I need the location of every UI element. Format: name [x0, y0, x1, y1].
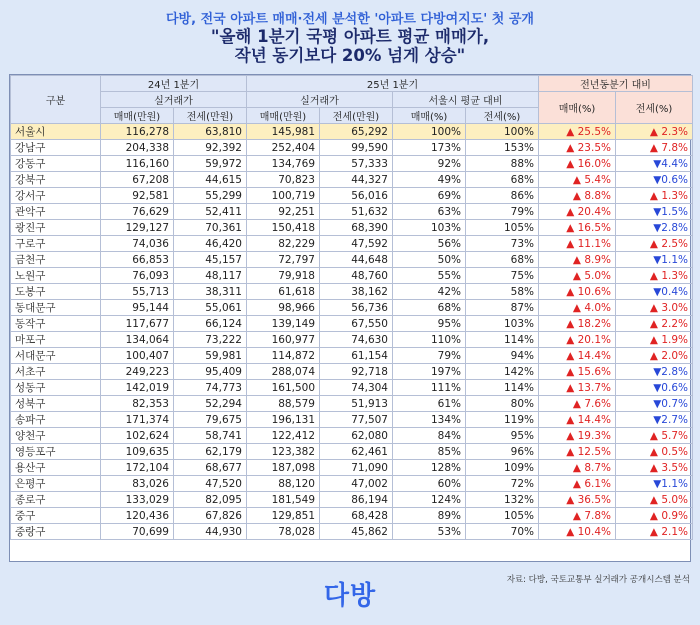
cell-yj: ▲ 3.5% — [616, 460, 693, 476]
table-row — [11, 284, 693, 300]
cell-j24: 55,061 — [174, 300, 247, 316]
cell-ss: 95% — [393, 316, 466, 332]
district-name: 성동구 — [11, 380, 101, 396]
header-q24-sale: 매매(만원) — [101, 108, 174, 124]
cell-yj: ▲ 0.9% — [616, 508, 693, 524]
cell-j24: 63,810 — [174, 124, 247, 140]
cell-ys: ▲ 6.1% — [539, 476, 616, 492]
table-row — [11, 364, 693, 380]
cell-s24: 100,407 — [101, 348, 174, 364]
cell-j24: 62,179 — [174, 444, 247, 460]
cell-s24: 70,699 — [101, 524, 174, 540]
cell-ys: ▲ 14.4% — [539, 348, 616, 364]
cell-s24: 92,581 — [101, 188, 174, 204]
cell-j24: 44,930 — [174, 524, 247, 540]
cell-s25: 288,074 — [247, 364, 320, 380]
district-name: 금천구 — [11, 252, 101, 268]
cell-ys: ▲ 8.9% — [539, 252, 616, 268]
cell-ys: ▲ 13.7% — [539, 380, 616, 396]
district-name: 구로구 — [11, 236, 101, 252]
district-name: 강서구 — [11, 188, 101, 204]
cell-ys: ▲ 15.6% — [539, 364, 616, 380]
cell-ys: ▲ 20.1% — [539, 332, 616, 348]
header-yoy: 전년동분기 대비 — [539, 76, 693, 92]
cell-s25: 88,579 — [247, 396, 320, 412]
cell-s25: 98,966 — [247, 300, 320, 316]
cell-s25: 160,977 — [247, 332, 320, 348]
cell-yj: ▼0.6% — [616, 380, 693, 396]
cell-ss: 60% — [393, 476, 466, 492]
district-name: 용산구 — [11, 460, 101, 476]
district-name: 영등포구 — [11, 444, 101, 460]
cell-s25: 114,872 — [247, 348, 320, 364]
cell-s25: 122,412 — [247, 428, 320, 444]
cell-ss: 124% — [393, 492, 466, 508]
cell-sj: 94% — [466, 348, 539, 364]
cell-sj: 105% — [466, 508, 539, 524]
cell-j24: 67,826 — [174, 508, 247, 524]
cell-yj: ▼0.6% — [616, 172, 693, 188]
cell-ys: ▲ 7.8% — [539, 508, 616, 524]
cell-ss: 42% — [393, 284, 466, 300]
cell-sj: 75% — [466, 268, 539, 284]
source-note: 자료: 다방, 국토교통부 실거래가 공개시스템 분석 — [506, 575, 690, 585]
cell-yj: ▲ 2.3% — [616, 124, 693, 140]
district-name: 관악구 — [11, 204, 101, 220]
cell-ss: 69% — [393, 188, 466, 204]
cell-ss: 110% — [393, 332, 466, 348]
header-q24-jeonse: 전세(만원) — [174, 108, 247, 124]
cell-ss: 61% — [393, 396, 466, 412]
cell-j24: 38,311 — [174, 284, 247, 300]
district-name: 도봉구 — [11, 284, 101, 300]
cell-ss: 50% — [393, 252, 466, 268]
cell-ss: 128% — [393, 460, 466, 476]
cell-yj: ▲ 5.0% — [616, 492, 693, 508]
cell-j25: 62,080 — [320, 428, 393, 444]
cell-ss: 55% — [393, 268, 466, 284]
cell-j25: 74,304 — [320, 380, 393, 396]
header-q25: 25년 1분기 — [247, 76, 539, 92]
cell-yj: ▲ 1.9% — [616, 332, 693, 348]
cell-s25: 61,618 — [247, 284, 320, 300]
table-row — [11, 380, 693, 396]
cell-s24: 249,223 — [101, 364, 174, 380]
cell-ss: 49% — [393, 172, 466, 188]
table-row — [11, 316, 693, 332]
cell-ss: 100% — [393, 124, 466, 140]
cell-s24: 171,374 — [101, 412, 174, 428]
cell-ss: 111% — [393, 380, 466, 396]
cell-ss: 79% — [393, 348, 466, 364]
cell-ss: 53% — [393, 524, 466, 540]
cell-ys: ▲ 36.5% — [539, 492, 616, 508]
header-yoy-jeonse: 전세(%) — [616, 92, 693, 124]
header-group: 구분 — [11, 76, 101, 124]
district-name: 동대문구 — [11, 300, 101, 316]
cell-s24: 102,624 — [101, 428, 174, 444]
cell-s24: 116,160 — [101, 156, 174, 172]
cell-ys: ▲ 19.3% — [539, 428, 616, 444]
cell-yj: ▲ 1.3% — [616, 268, 693, 284]
cell-s25: 123,382 — [247, 444, 320, 460]
cell-j25: 44,648 — [320, 252, 393, 268]
cell-j25: 56,016 — [320, 188, 393, 204]
cell-sj: 100% — [466, 124, 539, 140]
table-body — [11, 124, 693, 540]
cell-sj: 105% — [466, 220, 539, 236]
cell-j24: 74,773 — [174, 380, 247, 396]
cell-ss: 197% — [393, 364, 466, 380]
cell-yj: ▲ 7.8% — [616, 140, 693, 156]
cell-j24: 55,299 — [174, 188, 247, 204]
cell-j25: 68,428 — [320, 508, 393, 524]
district-name: 중랑구 — [11, 524, 101, 540]
cell-j25: 68,390 — [320, 220, 393, 236]
cell-j25: 92,718 — [320, 364, 393, 380]
cell-s25: 78,028 — [247, 524, 320, 540]
cell-ys: ▲ 14.4% — [539, 412, 616, 428]
cell-s25: 70,823 — [247, 172, 320, 188]
cell-yj: ▼1.5% — [616, 204, 693, 220]
table-row — [11, 332, 693, 348]
cell-s25: 79,918 — [247, 268, 320, 284]
district-name: 마포구 — [11, 332, 101, 348]
title-line-1: "올해 1분기 국평 아파트 평균 매매가, — [210, 27, 490, 46]
cell-j25: 47,592 — [320, 236, 393, 252]
cell-j25: 61,154 — [320, 348, 393, 364]
table-row — [11, 236, 693, 252]
price-table-container — [9, 74, 691, 562]
cell-s24: 172,104 — [101, 460, 174, 476]
header-q25-sale: 매매(만원) — [247, 108, 320, 124]
cell-yj: ▲ 0.5% — [616, 444, 693, 460]
cell-sj: 73% — [466, 236, 539, 252]
cell-j25: 62,461 — [320, 444, 393, 460]
table-row — [11, 396, 693, 412]
cell-j24: 45,157 — [174, 252, 247, 268]
cell-s24: 120,436 — [101, 508, 174, 524]
cell-yj: ▲ 2.2% — [616, 316, 693, 332]
cell-s25: 181,549 — [247, 492, 320, 508]
cell-yj: ▲ 2.0% — [616, 348, 693, 364]
cell-s24: 109,635 — [101, 444, 174, 460]
cell-sj: 87% — [466, 300, 539, 316]
cell-ss: 56% — [393, 236, 466, 252]
cell-s24: 82,353 — [101, 396, 174, 412]
cell-sj: 119% — [466, 412, 539, 428]
cell-s25: 145,981 — [247, 124, 320, 140]
district-name: 종로구 — [11, 492, 101, 508]
subtitle: 다방, 전국 아파트 매매·전세 분석한 '아파트 다방여지도' 첫 공개 — [166, 12, 534, 27]
cell-sj: 79% — [466, 204, 539, 220]
cell-sj: 80% — [466, 396, 539, 412]
cell-ys: ▲ 4.0% — [539, 300, 616, 316]
cell-yj: ▼2.7% — [616, 412, 693, 428]
cell-j25: 48,760 — [320, 268, 393, 284]
cell-yj: ▼1.1% — [616, 252, 693, 268]
district-name: 중구 — [11, 508, 101, 524]
cell-s24: 142,019 — [101, 380, 174, 396]
cell-s25: 150,418 — [247, 220, 320, 236]
cell-j24: 52,411 — [174, 204, 247, 220]
district-name: 동작구 — [11, 316, 101, 332]
cell-yj: ▼4.4% — [616, 156, 693, 172]
cell-j25: 77,507 — [320, 412, 393, 428]
cell-ys: ▲ 16.0% — [539, 156, 616, 172]
page-title — [0, 27, 700, 65]
cell-j24: 82,095 — [174, 492, 247, 508]
district-name: 양천구 — [11, 428, 101, 444]
cell-ys: ▲ 11.1% — [539, 236, 616, 252]
cell-ss: 92% — [393, 156, 466, 172]
cell-ys: ▲ 18.2% — [539, 316, 616, 332]
table-row — [11, 524, 693, 540]
table-row — [11, 140, 693, 156]
table-row — [11, 172, 693, 188]
cell-yj: ▼0.7% — [616, 396, 693, 412]
cell-s25: 161,500 — [247, 380, 320, 396]
cell-j24: 59,972 — [174, 156, 247, 172]
cell-j25: 38,162 — [320, 284, 393, 300]
table-row — [11, 204, 693, 220]
cell-ys: ▲ 7.6% — [539, 396, 616, 412]
district-name: 은평구 — [11, 476, 101, 492]
cell-j24: 44,615 — [174, 172, 247, 188]
cell-yj: ▼2.8% — [616, 220, 693, 236]
cell-sj: 68% — [466, 252, 539, 268]
table-row — [11, 476, 693, 492]
cell-ys: ▲ 10.4% — [539, 524, 616, 540]
cell-s25: 187,098 — [247, 460, 320, 476]
cell-s25: 139,149 — [247, 316, 320, 332]
table-row — [11, 220, 693, 236]
cell-s25: 134,769 — [247, 156, 320, 172]
cell-j25: 57,333 — [320, 156, 393, 172]
cell-j25: 65,292 — [320, 124, 393, 140]
cell-yj: ▲ 3.0% — [616, 300, 693, 316]
cell-ss: 89% — [393, 508, 466, 524]
district-name: 강북구 — [11, 172, 101, 188]
district-name: 강남구 — [11, 140, 101, 156]
cell-sj: 70% — [466, 524, 539, 540]
cell-sj: 114% — [466, 332, 539, 348]
cell-ss: 84% — [393, 428, 466, 444]
cell-s24: 134,064 — [101, 332, 174, 348]
cell-j25: 47,002 — [320, 476, 393, 492]
table-row — [11, 428, 693, 444]
cell-j24: 59,981 — [174, 348, 247, 364]
header-q24-actual: 실거래가 — [101, 92, 247, 108]
cell-yj: ▼2.8% — [616, 364, 693, 380]
cell-s25: 88,120 — [247, 476, 320, 492]
cell-s24: 55,713 — [101, 284, 174, 300]
table-row — [11, 188, 693, 204]
price-table — [10, 75, 693, 540]
cell-j24: 68,677 — [174, 460, 247, 476]
cell-ys: ▲ 16.5% — [539, 220, 616, 236]
table-row — [11, 268, 693, 284]
cell-s24: 116,278 — [101, 124, 174, 140]
district-name: 광진구 — [11, 220, 101, 236]
cell-s25: 92,251 — [247, 204, 320, 220]
district-name: 송파구 — [11, 412, 101, 428]
cell-s24: 95,144 — [101, 300, 174, 316]
cell-ys: ▲ 5.0% — [539, 268, 616, 284]
cell-sj: 103% — [466, 316, 539, 332]
cell-s24: 83,026 — [101, 476, 174, 492]
cell-sj: 68% — [466, 172, 539, 188]
table-row — [11, 412, 693, 428]
cell-ss: 68% — [393, 300, 466, 316]
cell-ss: 63% — [393, 204, 466, 220]
table-row — [11, 460, 693, 476]
cell-s25: 82,229 — [247, 236, 320, 252]
cell-ss: 103% — [393, 220, 466, 236]
cell-sj: 114% — [466, 380, 539, 396]
cell-j25: 56,736 — [320, 300, 393, 316]
cell-s24: 117,677 — [101, 316, 174, 332]
table-row — [11, 444, 693, 460]
cell-j24: 58,741 — [174, 428, 247, 444]
cell-yj: ▲ 2.5% — [616, 236, 693, 252]
header-seoul-avg: 서울시 평균 대비 — [393, 92, 539, 108]
cell-s24: 67,208 — [101, 172, 174, 188]
cell-ys: ▲ 10.6% — [539, 284, 616, 300]
cell-ys: ▲ 12.5% — [539, 444, 616, 460]
cell-ys: ▲ 20.4% — [539, 204, 616, 220]
cell-ss: 85% — [393, 444, 466, 460]
cell-s25: 196,131 — [247, 412, 320, 428]
table-row — [11, 492, 693, 508]
cell-s25: 252,404 — [247, 140, 320, 156]
cell-ys: ▲ 5.4% — [539, 172, 616, 188]
cell-sj: 132% — [466, 492, 539, 508]
cell-sj: 142% — [466, 364, 539, 380]
cell-sj: 96% — [466, 444, 539, 460]
district-name: 서초구 — [11, 364, 101, 380]
dabang-logo: 다방 — [323, 581, 377, 611]
cell-j25: 99,590 — [320, 140, 393, 156]
cell-j24: 47,520 — [174, 476, 247, 492]
cell-ys: ▲ 8.7% — [539, 460, 616, 476]
header-q25-jeonse: 전세(만원) — [320, 108, 393, 124]
cell-s24: 129,127 — [101, 220, 174, 236]
cell-j24: 52,294 — [174, 396, 247, 412]
cell-j24: 92,392 — [174, 140, 247, 156]
cell-j24: 48,117 — [174, 268, 247, 284]
cell-j24: 70,361 — [174, 220, 247, 236]
cell-j25: 45,862 — [320, 524, 393, 540]
cell-j25: 44,327 — [320, 172, 393, 188]
cell-j25: 71,090 — [320, 460, 393, 476]
cell-ss: 173% — [393, 140, 466, 156]
cell-sj: 153% — [466, 140, 539, 156]
cell-sj: 88% — [466, 156, 539, 172]
cell-j25: 86,194 — [320, 492, 393, 508]
cell-yj: ▼1.1% — [616, 476, 693, 492]
cell-j24: 79,675 — [174, 412, 247, 428]
cell-yj: ▲ 1.3% — [616, 188, 693, 204]
cell-s25: 72,797 — [247, 252, 320, 268]
cell-yj: ▼0.4% — [616, 284, 693, 300]
cell-sj: 72% — [466, 476, 539, 492]
table-row — [11, 156, 693, 172]
header-q24: 24년 1분기 — [101, 76, 247, 92]
cell-j24: 46,420 — [174, 236, 247, 252]
table-row — [11, 300, 693, 316]
cell-j24: 73,222 — [174, 332, 247, 348]
cell-sj: 95% — [466, 428, 539, 444]
cell-j24: 95,409 — [174, 364, 247, 380]
district-name: 노원구 — [11, 268, 101, 284]
cell-s24: 133,029 — [101, 492, 174, 508]
cell-yj: ▲ 2.1% — [616, 524, 693, 540]
cell-j25: 74,630 — [320, 332, 393, 348]
header-q25-actual: 실거래가 — [247, 92, 393, 108]
header-yoy-sale: 매매(%) — [539, 92, 616, 124]
cell-s24: 74,036 — [101, 236, 174, 252]
cell-sj: 86% — [466, 188, 539, 204]
cell-s24: 66,853 — [101, 252, 174, 268]
cell-sj: 109% — [466, 460, 539, 476]
cell-yj: ▲ 5.7% — [616, 428, 693, 444]
cell-j25: 51,632 — [320, 204, 393, 220]
header-avg-jeonse: 전세(%) — [466, 108, 539, 124]
table-row — [11, 124, 693, 140]
title-line-2: 작년 동기보다 20% 넘게 상승" — [234, 46, 466, 65]
cell-ys: ▲ 23.5% — [539, 140, 616, 156]
cell-ys: ▲ 8.8% — [539, 188, 616, 204]
cell-j25: 51,913 — [320, 396, 393, 412]
cell-sj: 58% — [466, 284, 539, 300]
cell-s24: 204,338 — [101, 140, 174, 156]
cell-s25: 100,719 — [247, 188, 320, 204]
cell-s24: 76,629 — [101, 204, 174, 220]
table-row — [11, 348, 693, 364]
district-name: 강동구 — [11, 156, 101, 172]
header-avg-sale: 매매(%) — [393, 108, 466, 124]
cell-j24: 66,124 — [174, 316, 247, 332]
district-name: 성북구 — [11, 396, 101, 412]
district-name: 서대문구 — [11, 348, 101, 364]
table-row — [11, 252, 693, 268]
cell-ys: ▲ 25.5% — [539, 124, 616, 140]
cell-s24: 76,093 — [101, 268, 174, 284]
cell-ss: 134% — [393, 412, 466, 428]
cell-s25: 129,851 — [247, 508, 320, 524]
cell-j25: 67,550 — [320, 316, 393, 332]
table-row — [11, 508, 693, 524]
district-name: 서울시 — [11, 124, 101, 140]
